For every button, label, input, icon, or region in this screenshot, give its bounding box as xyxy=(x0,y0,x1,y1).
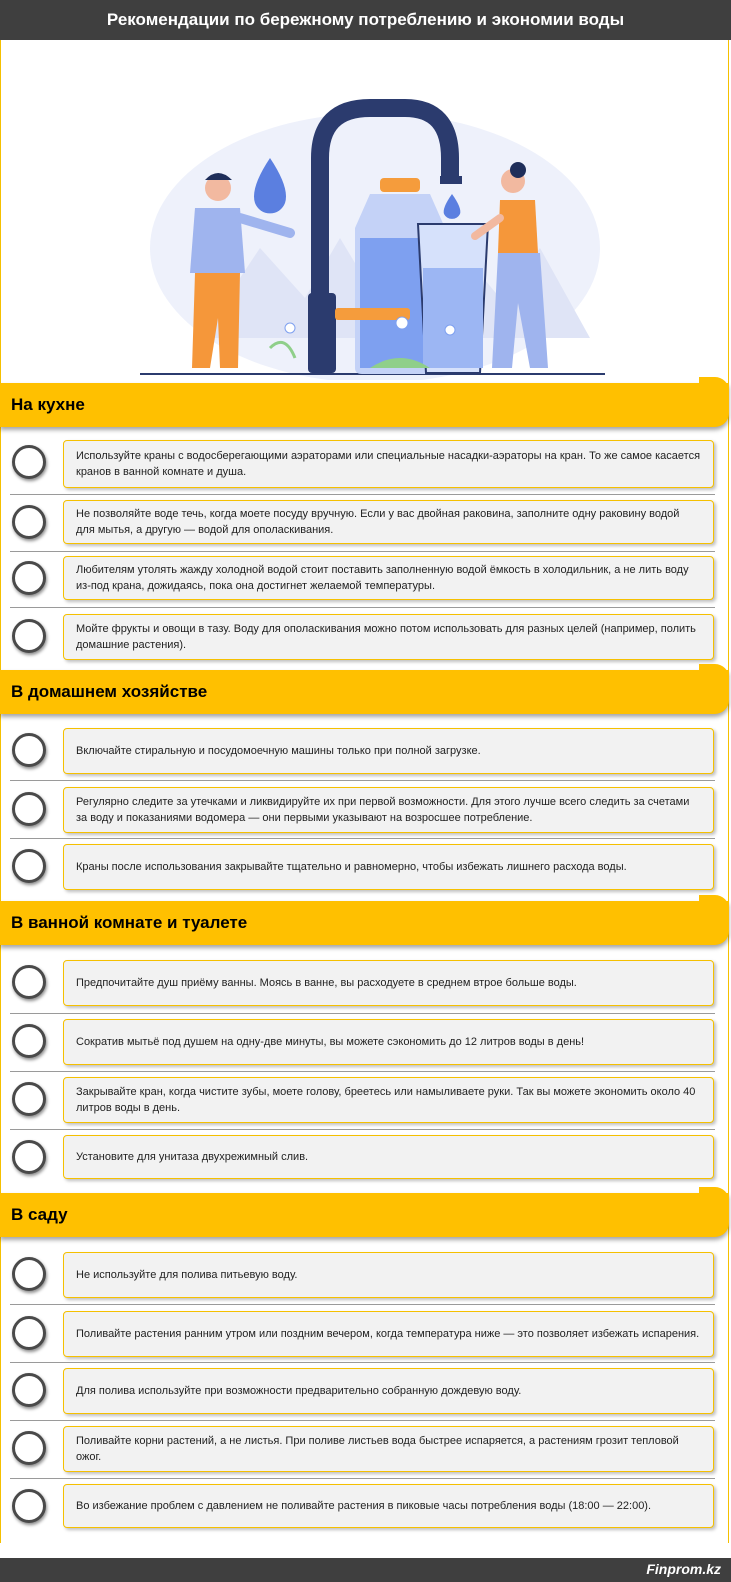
tip-text: Не позволяйте воде течь, когда моете посуду вручную. Если у вас двойная раковина, заполните одну раковину водой для мытья, а другую — водой для ополаскивания. xyxy=(63,500,714,544)
tip-text: Предпочитайте душ приёму ванны. Моясь в ванне, вы расходуете в среднем втрое больше воды. xyxy=(63,960,714,1006)
tip-text: Любителям утолять жажду холодной водой стоит поставить заполненную водой ёмкость в холодильник, а не лить воду из-под крана, дожидаясь, пока она достигнет желаемой температуры. xyxy=(63,556,714,600)
page-title: Рекомендации по бережному потреблению и экономии воды xyxy=(106,10,625,29)
checkbox-circle[interactable] xyxy=(12,965,46,999)
checkbox-circle[interactable] xyxy=(12,1373,46,1407)
tip-text: Регулярно следите за утечками и ликвидируйте их при первой возможности. Для этого лучше всего следить за счетами за воду и показаниями водомера — они первыми указывают на возросшее потребление. xyxy=(63,787,714,833)
checkbox-circle[interactable] xyxy=(12,1140,46,1174)
divider xyxy=(10,780,715,781)
checkbox-circle[interactable] xyxy=(12,1431,46,1465)
section-title: В саду xyxy=(11,1205,68,1224)
footer-bar xyxy=(0,1558,731,1582)
divider xyxy=(10,607,715,608)
divider xyxy=(10,1129,715,1130)
tip-text: Мойте фрукты и овощи в тазу. Воду для ополаскивания можно потом использовать для разных целей (например, полить домашние растения). xyxy=(63,614,714,660)
tip-text: Во избежание проблем с давлением не поливайте растения в пиковые часы потребления воды (18:00 — 22:00). xyxy=(63,1484,714,1528)
section-header-garden xyxy=(0,1193,729,1237)
checkbox-circle[interactable] xyxy=(12,1082,46,1116)
tip-text: Закрывайте кран, когда чистите зубы, моете голову, бреетесь или намыливаете руки. Так вы можете экономить около 40 литров воды в день. xyxy=(63,1077,714,1123)
divider xyxy=(10,551,715,552)
divider xyxy=(10,1362,715,1363)
divider xyxy=(10,1013,715,1014)
divider xyxy=(10,1304,715,1305)
checkbox-circle[interactable] xyxy=(12,505,46,539)
checkbox-circle[interactable] xyxy=(12,1257,46,1291)
section-title: На кухне xyxy=(11,395,85,414)
checkbox-circle[interactable] xyxy=(12,561,46,595)
checkbox-circle[interactable] xyxy=(12,792,46,826)
divider xyxy=(10,494,715,495)
checkbox-circle[interactable] xyxy=(12,733,46,767)
tip-text: Краны после использования закрывайте тщательно и равномерно, чтобы избежать лишнего расхода воды. xyxy=(63,844,714,890)
tip-text: Для полива используйте при возможности предварительно собранную дождевую воду. xyxy=(63,1368,714,1414)
tip-text: Поливайте корни растений, а не листья. При поливе листьев вода быстрее испаряется, а растениям грозит тепловой ожог. xyxy=(63,1426,714,1472)
checkbox-circle[interactable] xyxy=(12,1316,46,1350)
tip-text: Используйте краны с водосберегающими аэраторами или специальные насадки-аэраторы на кран. То же самое касается кранов в ванной комнате и душа. xyxy=(63,440,714,488)
checkbox-circle[interactable] xyxy=(12,1489,46,1523)
checkbox-circle[interactable] xyxy=(12,445,46,479)
divider xyxy=(10,1071,715,1072)
tip-text: Сократив мытьё под душем на одну-две минуты, вы можете сэкономить до 12 литров воды в день! xyxy=(63,1019,714,1065)
section-title: В ванной комнате и туалете xyxy=(11,913,248,932)
divider xyxy=(10,838,715,839)
divider xyxy=(10,1478,715,1479)
checkbox-circle[interactable] xyxy=(12,849,46,883)
checkbox-circle[interactable] xyxy=(12,619,46,653)
section-header-household xyxy=(0,670,729,714)
title-bar xyxy=(0,0,731,40)
tip-text: Включайте стиральную и посудомоечную машины только при полной загрузке. xyxy=(63,728,714,774)
brand-logo[interactable]: Finprom.kz xyxy=(646,1561,721,1577)
section-header-bathroom xyxy=(0,901,729,945)
water-tap-illustration xyxy=(140,48,610,380)
section-title: В домашнем хозяйстве xyxy=(11,682,208,701)
checkbox-circle[interactable] xyxy=(12,1024,46,1058)
tip-text: Установите для унитаза двухрежимный слив. xyxy=(63,1135,714,1179)
divider xyxy=(10,1420,715,1421)
tip-text: Не используйте для полива питьевую воду. xyxy=(63,1252,714,1298)
section-header-kitchen xyxy=(0,383,729,427)
tip-text: Поливайте растения ранним утром или поздним вечером, когда температура ниже — это позволяет избежать испарения. xyxy=(63,1311,714,1357)
